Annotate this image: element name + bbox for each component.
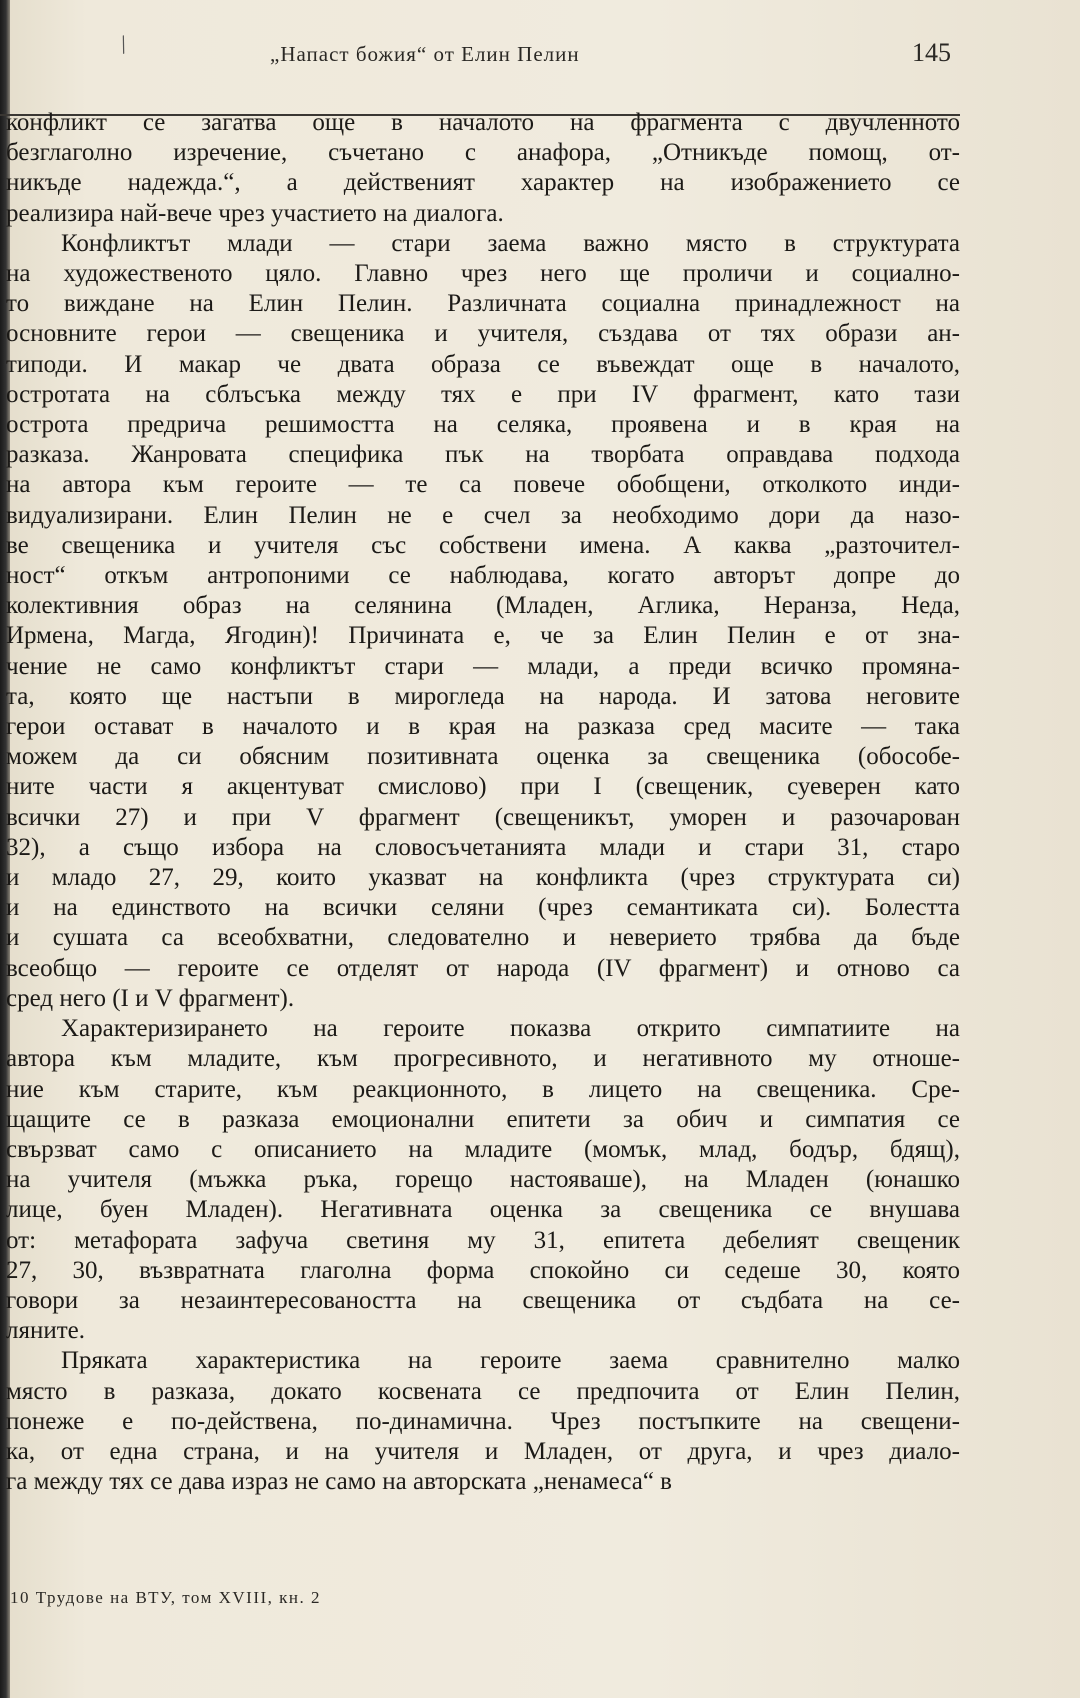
text-line: ляните. [6, 1317, 86, 1345]
running-title: „Напаст божия“ от Елин Пелин [270, 42, 580, 66]
text-line: реализира най-вече чрез участието на диалога. [6, 199, 504, 227]
text-line: конфликт се загатва още в началото на фрагмента с двучленното [6, 109, 960, 136]
text-line: можем да си обясним позитивната оценка за свещеника (обособе- [6, 743, 960, 771]
text-line: ние към старите, към реакционното, в лицето на свещеника. Сре- [6, 1075, 960, 1103]
text-line: острота предрича решимостта на селяка, проявена и в края на [6, 411, 960, 439]
text-line: говори за незаинтересоваността на свещеника от съдбата на се- [6, 1286, 960, 1314]
text-line: Характеризирането на героите показва открито симпатиите на [61, 1015, 960, 1043]
text-line: никъде надежда.“, а действеният характер на изображението се [6, 169, 960, 197]
text-line: ка, от една страна, и на учителя и Младен, от друга, и чрез диало- [6, 1437, 960, 1465]
text-line: и на единството на всички селяни (чрез семантиката си). Болестта [6, 894, 960, 922]
pencil-mark: / [115, 29, 132, 60]
text-line: от: метафората зафуча светиня му 31, епитета дебелият свещеник [6, 1226, 960, 1254]
text-line: 27, 30, възвратната глаголна форма спокойно си седеше 30, която [6, 1256, 960, 1284]
text-line: всеобщо — героите се отделят от народа (IV фрагмент) и отново са [6, 954, 960, 982]
text-line: и сушата са всеобхватни, следователно и неверието трябва да бъде [6, 924, 960, 952]
text-line: ве свещеника и учителя със собствени имена. А каква „разточител- [6, 531, 960, 559]
text-line: Конфликтът млади — стари заема важно място в структурата [61, 229, 960, 257]
paragraph [6, 108, 960, 229]
paragraph [6, 1014, 960, 1346]
page-number: 145 [912, 38, 951, 67]
paragraph [6, 229, 960, 1014]
text-line: 32), а също избора на словосъчетанията млади и стари 31, старо [6, 833, 960, 861]
text-line: и младо 27, 29, които указват на конфликта (чрез структурата си) [6, 864, 960, 892]
text-line: то виждане на Елин Пелин. Различната социална принадлежност на [6, 290, 960, 318]
text-line: безглаголно изречение, съчетано с анафора, „Отникъде помощ, от- [6, 139, 960, 167]
text-line: основните герои — свещеника и учителя, създава от тях образи ан- [6, 320, 960, 348]
text-line: видуализирани. Елин Пелин не е счел за необходимо дори да назо- [6, 501, 960, 529]
text-line: га между тях се дава израз не само на авторската „ненамеса“ в [6, 1468, 672, 1496]
text-line: лице, буен Младен). Негативната оценка за свещеника се внушава [6, 1196, 960, 1224]
text-line: свързват само с описанието на младите (момък, млад, бодър, бдящ), [6, 1135, 960, 1163]
text-line: всички 27) и при V фрагмент (свещеникът, уморен и разочарован [6, 803, 960, 831]
page-header [0, 38, 960, 78]
text-line: ните части я акцентуват смислово) при I (свещеник, суеверен като [6, 773, 960, 801]
text-line: автора към младите, към прогресивното, и негативното му отноше- [6, 1045, 960, 1073]
text-line: типоди. И макар че двата образа се въвеждат още в началото, [6, 350, 960, 378]
text-line: герои остават в началото и в края на разказа сред масите — така [6, 713, 960, 741]
text-line: остротата на сблъсъка между тях е при IV фрагмент, като тази [6, 380, 960, 408]
text-line: на учителя (мъжка ръка, горещо настояваше), на Младен (юнашко [6, 1166, 960, 1194]
text-line: сред него (I и V фрагмент). [6, 984, 295, 1012]
text-line: място в разказа, докато косвената се предпочита от Елин Пелин, [6, 1377, 960, 1405]
text-line: чение не само конфликтът стари — млади, а преди всичко промяна- [6, 652, 960, 680]
text-line: Пряката характеристика на героите заема сравнително малко [61, 1347, 960, 1375]
body-text [6, 108, 960, 1497]
text-line: та, която ще настъпи в мирогледа на народа. И затова неговите [6, 682, 960, 710]
text-line: на художественото цяло. Главно чрез него ще проличи и социално- [6, 260, 960, 288]
text-line: Ирмена, Магда, Ягодин)! Причината е, че за Елин Пелин е от зна- [6, 622, 960, 650]
paragraph [6, 1346, 960, 1497]
text-line: щащите се в разказа емоционални епитети за обич и симпатия се [6, 1105, 960, 1133]
text-line: понеже е по-действена, по-динамична. Чрез постъпките на свещени- [6, 1407, 960, 1435]
text-line: ност“ откъм антропоними се наблюдава, когато авторът допре до [6, 562, 960, 590]
text-line: на автора към героите — те са повече обобщени, отколкото инди- [6, 471, 960, 499]
text-line: колективния образ на селянина (Младен, Аглика, Неранза, Неда, [6, 592, 960, 620]
footer-signature: 10 Трудове на ВТУ, том XVIII, кн. 2 [10, 1588, 322, 1607]
text-line: разказа. Жанровата специфика пък на творбата оправдава подхода [6, 441, 960, 469]
